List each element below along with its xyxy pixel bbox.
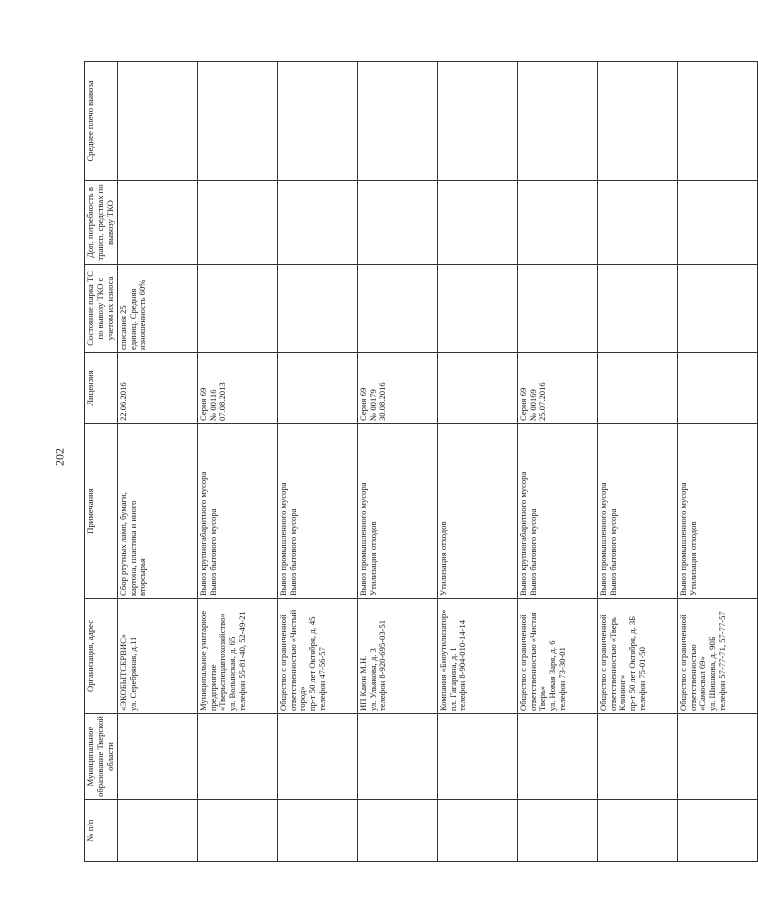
cell-need bbox=[277, 181, 357, 265]
notes-line: Вывоз бытового мусора bbox=[207, 508, 218, 596]
cell-license bbox=[117, 353, 197, 424]
cell-notes bbox=[597, 424, 677, 599]
tko-table bbox=[84, 61, 758, 862]
cell-distance bbox=[437, 62, 517, 181]
rotated-table-container bbox=[84, 62, 728, 862]
table-row bbox=[117, 62, 197, 862]
organization-line: «Тверьспецавтохозяйство» bbox=[217, 613, 228, 711]
page-number: 202 bbox=[52, 448, 67, 466]
header-municipality: Муниципальное образование Тверской области bbox=[85, 714, 118, 800]
notes-line: вторсырья bbox=[137, 558, 148, 596]
organization-line: ответственностью «Чистая bbox=[527, 612, 538, 711]
cell-fleet bbox=[437, 265, 517, 353]
organization-line: предприятие bbox=[207, 664, 218, 711]
cell-license bbox=[677, 353, 757, 424]
fleet-line: изношенность 60% bbox=[137, 279, 148, 350]
license-line: 07.08.2013 bbox=[217, 382, 228, 421]
header-license: Лицензия bbox=[85, 353, 118, 424]
cell-notes bbox=[677, 424, 757, 599]
table-row bbox=[357, 62, 437, 862]
notes-line: Утилизация отходов bbox=[367, 521, 378, 596]
cell-distance bbox=[517, 62, 597, 181]
notes-line: картона, пластика и иного bbox=[127, 500, 138, 596]
cell-distance bbox=[277, 62, 357, 181]
cell-distance bbox=[197, 62, 277, 181]
organization-line: телефон 73-30-01 bbox=[557, 647, 568, 711]
organization-line: пр-т 50 лет Октября, д. 3Б bbox=[627, 615, 638, 711]
cell-municipality bbox=[437, 714, 517, 800]
cell-notes bbox=[197, 424, 277, 599]
cell-fleet bbox=[357, 265, 437, 353]
cell-num bbox=[597, 800, 677, 862]
cell-need bbox=[197, 181, 277, 265]
notes-line: Вывоз бытового мусора bbox=[607, 508, 618, 596]
table-row bbox=[597, 62, 677, 862]
cell-distance bbox=[677, 62, 757, 181]
header-num: № п/п bbox=[85, 800, 118, 862]
header-notes: Примечания bbox=[85, 424, 118, 599]
cell-num bbox=[117, 800, 197, 862]
notes-line: Вывоз крупногабаритного мусора bbox=[517, 471, 528, 596]
organization-line: Общество с ограниченной bbox=[517, 614, 528, 711]
notes-line: Вывоз промышленного мусора bbox=[677, 482, 688, 596]
table-row bbox=[517, 62, 597, 862]
cell-fleet bbox=[117, 265, 197, 353]
cell-municipality bbox=[597, 714, 677, 800]
license-line: Серия 69 bbox=[517, 387, 528, 421]
cell-organization bbox=[117, 599, 197, 714]
cell-license bbox=[597, 353, 677, 424]
organization-line: телефон 8-904-010-14-14 bbox=[457, 619, 468, 711]
header-need: Доп. потребность в трансп. средствах по вывозу ТКО bbox=[85, 181, 118, 265]
license-line: 25.07.2016 bbox=[537, 382, 548, 421]
cell-need bbox=[117, 181, 197, 265]
notes-line: Утилизация отходов bbox=[437, 521, 448, 596]
cell-organization bbox=[277, 599, 357, 714]
cell-distance bbox=[117, 62, 197, 181]
cell-need bbox=[357, 181, 437, 265]
organization-line: ИП Каюн М.Н. bbox=[357, 655, 368, 711]
organization-line: телефон 47-56-57 bbox=[317, 647, 328, 711]
organization-line: Общество с ограниченной bbox=[677, 614, 688, 711]
organization-line: Муниципальное унитарное bbox=[197, 610, 208, 711]
organization-line: «ЭКОБЫТСЕРВИС» bbox=[117, 633, 128, 711]
cell-fleet bbox=[277, 265, 357, 353]
cell-need bbox=[437, 181, 517, 265]
license-line: Серия 69 bbox=[197, 387, 208, 421]
organization-line: Общество с ограниченной bbox=[277, 614, 288, 711]
cell-fleet bbox=[517, 265, 597, 353]
cell-municipality bbox=[117, 714, 197, 800]
license-line: № 00169 bbox=[527, 389, 538, 421]
license-line: 30.08.2016 bbox=[377, 382, 388, 421]
header-fleet: Состояние парка ТС по вывозу ТКО с учетом их износа bbox=[85, 265, 118, 353]
cell-need bbox=[677, 181, 757, 265]
cell-fleet bbox=[597, 265, 677, 353]
fleet-line: списания 25 bbox=[117, 305, 128, 350]
license-line: Серия 69 bbox=[357, 387, 368, 421]
organization-line: Тверь» bbox=[537, 685, 548, 711]
cell-num bbox=[357, 800, 437, 862]
organization-line: ул. Серебряная, д.11 bbox=[127, 636, 138, 711]
cell-num bbox=[437, 800, 517, 862]
cell-num bbox=[277, 800, 357, 862]
cell-distance bbox=[357, 62, 437, 181]
header-distance: Среднее плечо вывоза bbox=[85, 62, 118, 181]
table-row bbox=[677, 62, 757, 862]
cell-notes bbox=[117, 424, 197, 599]
organization-line: ответственностью «Тверь bbox=[607, 617, 618, 711]
organization-line: Клининг» bbox=[617, 674, 628, 711]
organization-line: пр-т 50 лет Октября, д. 45 bbox=[307, 616, 318, 711]
notes-line: Сбор ртутных ламп, бумаги, bbox=[117, 492, 128, 596]
table-row bbox=[277, 62, 357, 862]
cell-municipality bbox=[357, 714, 437, 800]
license-line: 22.06.2016 bbox=[117, 382, 128, 421]
header-organization: Организация, адрес bbox=[85, 599, 118, 714]
cell-notes bbox=[277, 424, 357, 599]
cell-municipality bbox=[197, 714, 277, 800]
notes-line: Вывоз промышленного мусора bbox=[357, 482, 368, 596]
organization-line: ул. Волынская, д. 65 bbox=[227, 636, 238, 711]
cell-license bbox=[357, 353, 437, 424]
cell-organization bbox=[597, 599, 677, 714]
cell-num bbox=[517, 800, 597, 862]
organization-line: город» bbox=[297, 686, 308, 711]
organization-line: телефон 57-77-71, 57-77-57 bbox=[717, 611, 728, 711]
table-header-row bbox=[85, 62, 118, 862]
license-line: № 00179 bbox=[367, 389, 378, 421]
cell-license bbox=[197, 353, 277, 424]
notes-line: Вывоз бытового мусора bbox=[527, 508, 538, 596]
organization-line: пл. Гагарина, д. 1 bbox=[447, 647, 458, 711]
table-row bbox=[197, 62, 277, 862]
organization-line: Компания «Биоутилизатор» bbox=[437, 609, 448, 711]
cell-municipality bbox=[277, 714, 357, 800]
cell-num bbox=[197, 800, 277, 862]
notes-line: Вывоз крупногабаритного мусора bbox=[197, 471, 208, 596]
organization-line: телефон 75-01-50 bbox=[637, 647, 648, 711]
organization-line: ул. Шишкова, д. 90Б bbox=[707, 636, 718, 711]
organization-line: ответственностью bbox=[687, 644, 698, 711]
cell-municipality bbox=[677, 714, 757, 800]
cell-municipality bbox=[517, 714, 597, 800]
organization-line: Общество с ограниченной bbox=[597, 614, 608, 711]
cell-organization bbox=[517, 599, 597, 714]
cell-license bbox=[437, 353, 517, 424]
license-line: № 00116 bbox=[207, 389, 218, 421]
notes-line: Вывоз промышленного мусора bbox=[597, 482, 608, 596]
cell-notes bbox=[437, 424, 517, 599]
cell-notes bbox=[517, 424, 597, 599]
organization-line: ул. Ульякова, д. 3 bbox=[367, 648, 378, 711]
notes-line: Вывоз бытового мусора bbox=[287, 508, 298, 596]
cell-num bbox=[677, 800, 757, 862]
cell-notes bbox=[357, 424, 437, 599]
table-row bbox=[437, 62, 517, 862]
cell-need bbox=[517, 181, 597, 265]
cell-need bbox=[597, 181, 677, 265]
cell-organization bbox=[197, 599, 277, 714]
organization-line: ответственностью «Чистый bbox=[287, 609, 298, 711]
organization-line: телефон 55-81-40, 52-49-21 bbox=[237, 611, 248, 711]
cell-organization bbox=[677, 599, 757, 714]
organization-line: «Самосвал 69» bbox=[697, 656, 708, 711]
cell-organization bbox=[437, 599, 517, 714]
notes-line: Вывоз промышленного мусора bbox=[277, 482, 288, 596]
cell-organization bbox=[357, 599, 437, 714]
cell-license bbox=[277, 353, 357, 424]
organization-line: ул. Новая Заря, д. 6 bbox=[547, 640, 558, 711]
cell-fleet bbox=[677, 265, 757, 353]
fleet-line: единиц. Средняя bbox=[127, 288, 138, 350]
notes-line: Утилизация отходов bbox=[687, 521, 698, 596]
cell-fleet bbox=[197, 265, 277, 353]
table-body bbox=[117, 62, 757, 862]
cell-distance bbox=[597, 62, 677, 181]
organization-line: телефон 8-920-695-03-51 bbox=[377, 619, 388, 711]
cell-license bbox=[517, 353, 597, 424]
